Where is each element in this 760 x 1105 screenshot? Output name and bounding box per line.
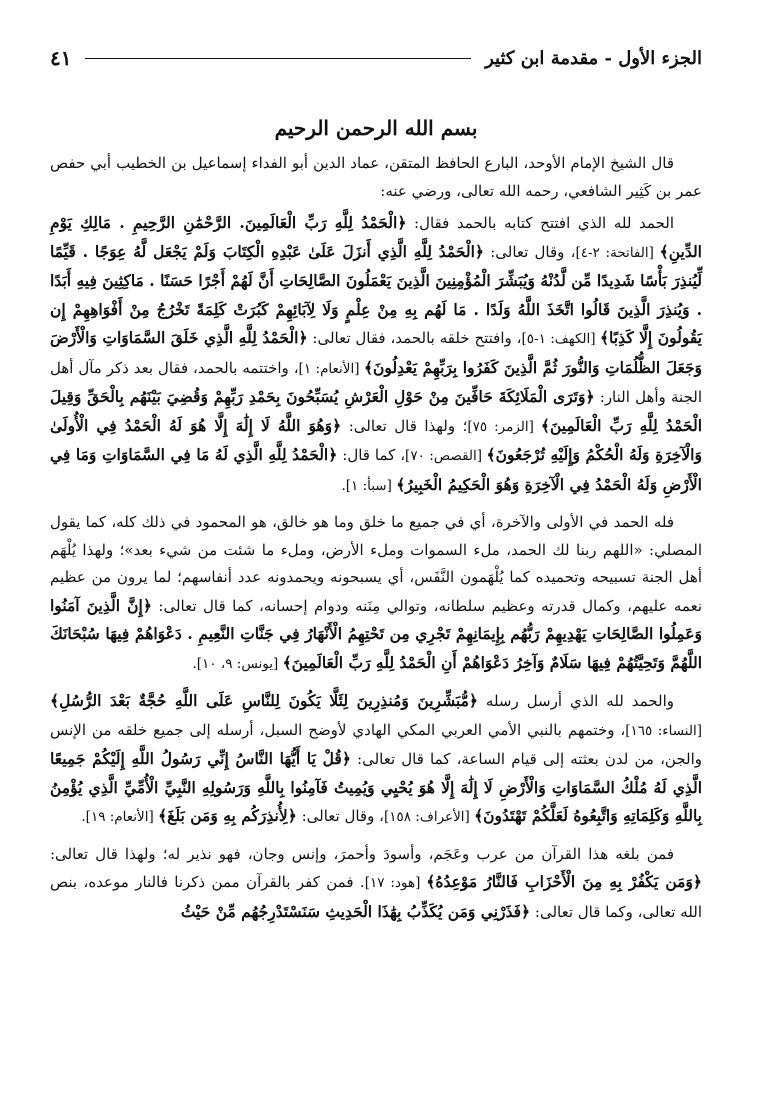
paragraph-text: قال الشيخ الإمام الأوحد، البارع الحافظ المتقن، عماد الدين أبو الفداء إسماعيل بن الخطيب أبي حفص عمر بن كَثِير الشافعي، رحمه الله تعالى، ورضي عنه: bbox=[50, 154, 702, 200]
paragraph-text: الحمد لله الذي افتتح كتابه بالحمد فقال: bbox=[406, 214, 674, 232]
paragraph-text: ، وقال تعالى: bbox=[484, 242, 576, 261]
paragraph-text: ، كما قال: bbox=[337, 446, 406, 464]
verse-reference: [هود: ١٧] bbox=[364, 875, 427, 891]
quran-verse: ﴿وَهُوَ اللَّهُ لَا إِلَٰهَ إِلَّا هُوَ لَهُ الْحَمْدُ فِي الْأُولَىٰ وَالْآخِرَةِ وَلَهُ الْحُكْمُ وَإِلَيْهِ تُرْجَعُونَ﴾ bbox=[50, 415, 702, 464]
paragraph-text: فمن بلغه هذا القرآن من عرب وعَجَم، وأسودَ وأحمرَ، وإنس وجان، فهو نذير له؛ ولهذا قال تعالى: bbox=[50, 844, 674, 863]
header-rule bbox=[85, 58, 471, 59]
quran-verse: ﴿وَمَن يَكْفُرْ بِهِ مِنَ الْأَحْزَابِ فَالنَّارُ مَوْعِدُهُ﴾ bbox=[426, 872, 702, 891]
paragraph-text: ، وقال تعالى: bbox=[296, 807, 384, 825]
paragraph bbox=[50, 509, 702, 678]
verse-reference: [الزمر: ٧٥] bbox=[467, 418, 541, 435]
quran-verse: ﴿الْحَمْدُ لِلَّهِ الَّذِي لَهُ مَا فِي السَّمَاوَاتِ وَمَا فِي الْأَرْضِ وَلَهُ الْحَمْدُ فِي الْآخِرَةِ وَهُوَ الْحَكِيمُ الْخَبِيرُ﴾ bbox=[50, 445, 702, 494]
body-text bbox=[50, 150, 702, 926]
paragraph-text: والحمد لله الذي أرسل رسله bbox=[477, 692, 675, 710]
paragraph bbox=[50, 841, 702, 927]
verse-reference: [سبأ: ١]. bbox=[341, 477, 397, 494]
paragraph-text: ، وختمهم بالنبي الأمي العربي المكي الهادي لأوضح السبل، أرسله إلى جميع خلقه من الإنس والجن، من لدن بعثته إلى قيام الساعة، كما قال تعالى: bbox=[50, 720, 702, 768]
verse-reference: [الأنعام: ١] bbox=[298, 360, 364, 377]
quran-verse: ﴿الْحَمْدُ لِلَّهِ الَّذِي خَلَقَ السَّمَاوَاتِ وَالْأَرْضَ وَجَعَلَ الظُّلُمَاتِ وَالنُّورَ ثُمَّ الَّذِينَ كَفَرُوا بِرَبِّهِمْ يَعْدِلُونَ﴾ bbox=[50, 328, 703, 377]
verse-reference: [يونس: ٩، ١٠]. bbox=[192, 655, 283, 672]
quran-verse: ﴿الْحَمْدُ لِلَّهِ رَبِّ الْعَالَمِينَ. الرَّحْمَٰنِ الرَّحِيمِ . مَالِكِ يَوْمِ الدِّينِ﴾ bbox=[50, 213, 702, 261]
paragraph-text: ، وافتتح خلقه بالحمد، فقال تعالى: bbox=[307, 329, 522, 347]
quran-verse: ﴿إِنَّ الَّذِينَ آمَنُوا وَعَمِلُوا الصَّالِحَاتِ يَهْدِيهِمْ رَبُّهُم بِإِيمَانِهِمْ تَجْرِي مِن تَحْتِهِمُ الْأَنْهَارُ فِي جَنَّاتِ النَّعِيمِ . دَعْوَاهُمْ فِيهَا سُبْحَانَكَ اللَّهُمَّ وَتَحِيَّتُهُمْ فِيهَا سَلَامٌ وَآخِرُ دَعْوَاهُمْ أَنِ الْحَمْدُ لِلَّهِ رَبِّ الْعَالَمِينَ﴾ bbox=[50, 595, 702, 672]
running-title: الجزء الأول - مقدمة ابن كثير bbox=[485, 47, 702, 69]
running-header bbox=[50, 40, 702, 76]
quran-verse: ﴿قُلْ يَا أَيُّهَا النَّاسُ إِنِّي رَسُولُ اللَّهِ إِلَيْكُمْ جَمِيعًا الَّذِي لَهُ مُلْكُ السَّمَاوَاتِ وَالْأَرْضِ لَا إِلَٰهَ إِلَّا هُوَ يُحْيِي وَيُمِيتُ فَآمِنُوا بِاللَّهِ وَرَسُولِهِ النَّبِيِّ الْأُمِّيِّ الَّذِي يُؤْمِنُ بِاللَّهِ وَكَلِمَاتِهِ وَاتَّبِعُوهُ لَعَلَّكُمْ تَهْتَدُونَ﴾ bbox=[50, 749, 702, 825]
paragraph-text: ، واختتمه بالحمد، فقال بعد ذكر مآل أهل الجنة وأهل النار: bbox=[50, 358, 703, 406]
paragraph bbox=[50, 209, 702, 500]
paragraph bbox=[50, 150, 702, 205]
quran-verse: ﴿وَتَرَى الْمَلَائِكَةَ حَافِّينَ مِنْ حَوْلِ الْعَرْشِ يُسَبِّحُونَ بِحَمْدِ رَبِّهِمْ وَقُضِيَ بَيْنَهُم بِالْحَقِّ وَقِيلَ الْحَمْدُ لِلَّهِ رَبِّ الْعَالَمِينَ﴾ bbox=[50, 387, 702, 435]
verse-reference: [الأعراف: ١٥٨] bbox=[383, 809, 475, 825]
paragraph bbox=[50, 687, 702, 832]
quran-verse: ﴿مُّبَشِّرِينَ وَمُنذِرِينَ لِئَلَّا يَكُونَ لِلنَّاسِ عَلَى اللَّهِ حُجَّةٌ بَعْدَ الرُّسُلِ﴾ bbox=[50, 691, 478, 710]
verse-reference: [القصص: ٧٠] bbox=[405, 448, 487, 464]
page-number: ٤١ bbox=[50, 46, 72, 70]
paragraph-text: فله الحمد في الأولى والآخرة، أي في جميع ما خلق وما هو خالق، هو المحمود في ذلك كله، كما يقول المصلي: «اللهم ربنا لك الحمد، ملء السموات وملء الأرض، وملء ما شئت من شيء بعد»؛ ولهذا يُلْهَم أهل الجنة تسبيحه وتحميده كما يُلْهَمون النَّفَس، أي يسبحونه ويحمدونه عدد أنفاسهم؛ لما يرون من عظيم نعمه عليهم، وكمال قدرته وعظيم سلطانه، وتوالي مِنَنه ودوام إحسانه، كما قال تعالى: bbox=[50, 513, 702, 615]
paragraph-text: ؛ ولهذا قال تعالى: bbox=[341, 416, 468, 435]
basmala-heading: بسم الله الرحمن الرحيم bbox=[274, 116, 478, 140]
quran-verse: ﴿فَذَرْنِي وَمَن يُكَذِّبُ بِهَٰذَا الْحَدِيثِ سَنَسْتَدْرِجُهُم مِّنْ حَيْثُ bbox=[180, 901, 531, 921]
verse-reference: [الأنعام: ١٩]. bbox=[81, 809, 159, 825]
quran-verse: ﴿الْحَمْدُ لِلَّهِ الَّذِي أَنزَلَ عَلَىٰ عَبْدِهِ الْكِتَابَ وَلَمْ يَجْعَل لَّهُ عِوَجًا . قَيِّمًا لِّيُنذِرَ بَأْسًا شَدِيدًا مِّن لَّدُنْهُ وَيُبَشِّرَ الْمُؤْمِنِينَ الَّذِينَ يَعْمَلُونَ الصَّالِحَاتِ أَنَّ لَهُمْ أَجْرًا حَسَنًا . مَاكِثِينَ فِيهِ أَبَدًا . وَيُنذِرَ الَّذِينَ قَالُوا اتَّخَذَ اللَّهُ وَلَدًا . مَا لَهُم بِهِ مِنْ عِلْمٍ وَلَا لِآبَائِهِمْ كَبُرَتْ كَلِمَةً تَخْرُجُ مِنْ أَفْوَاهِهِمْ إِن يَقُولُونَ إِلَّا كَذِبًا﴾ bbox=[50, 241, 702, 347]
verse-reference: [الفاتحة: ٢-٤] bbox=[575, 244, 660, 261]
verse-reference: [النساء: ١٦٥] bbox=[625, 722, 702, 739]
paragraph-text: . فمن كفر بالقرآن ممن ذكرنا فالنار موعده، بنص الله تعالى، وكما قال تعالى: bbox=[50, 873, 702, 921]
quran-verse: ﴿لِأُنذِرَكُم بِهِ وَمَن بَلَغَ﴾ bbox=[158, 806, 297, 825]
verse-reference: [الكهف: ١-٥] bbox=[521, 331, 600, 347]
